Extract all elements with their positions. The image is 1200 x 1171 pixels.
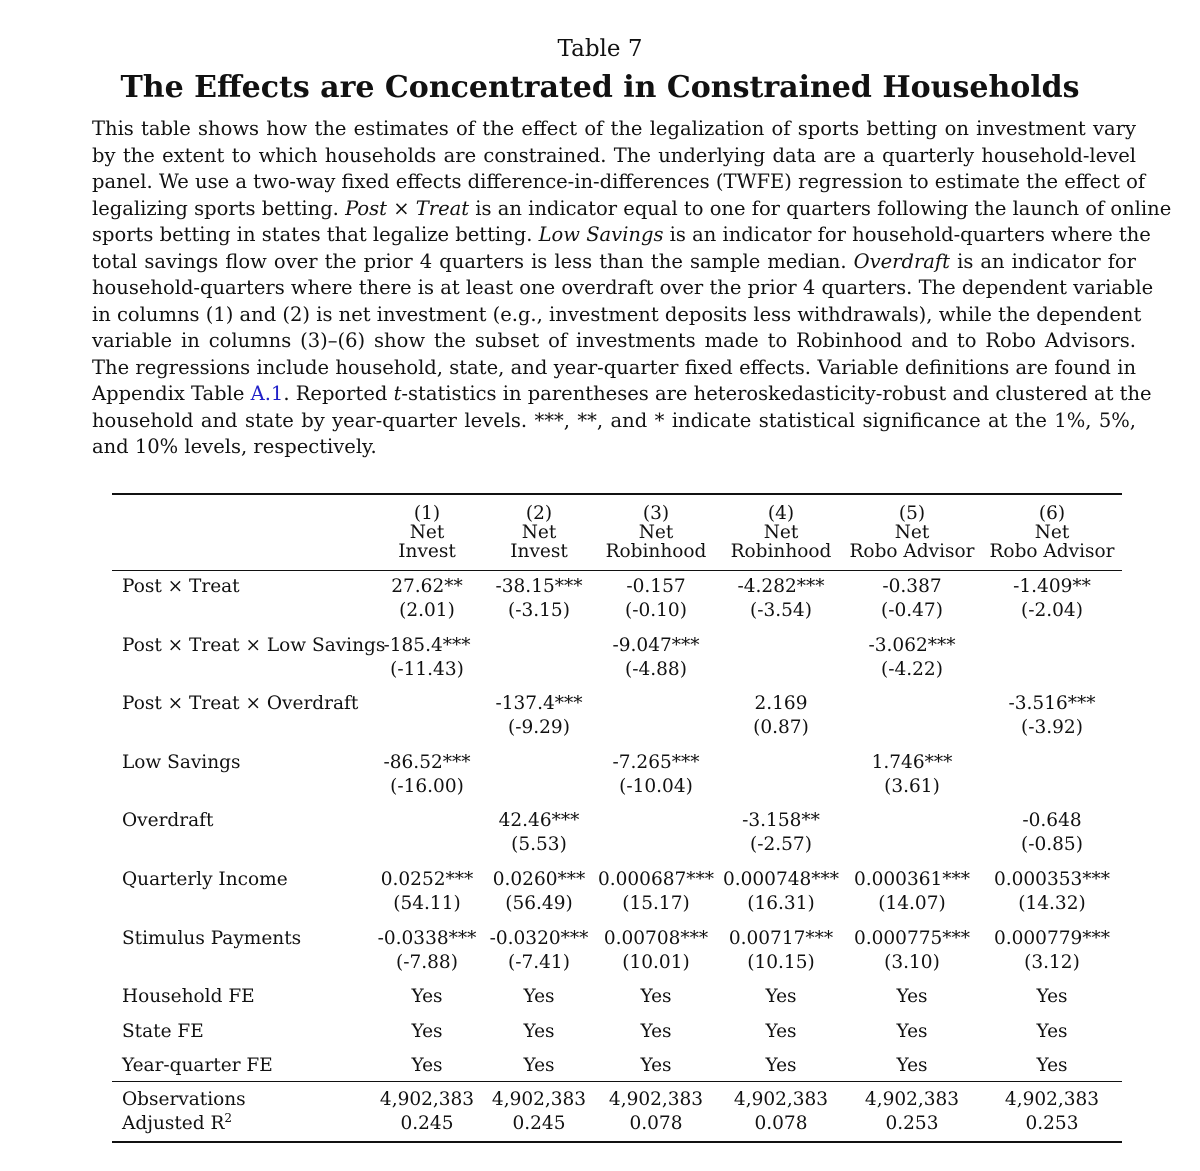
coefficient: -185.4*** [383,634,471,656]
stat-row-label [122,1089,246,1111]
fe-indicator: Yes [765,986,797,1007]
caption-italic: t [393,382,402,405]
t-statistic: (-4.22) [881,658,943,680]
column-header-line1: Net [1034,522,1070,543]
t-statistic: (3.10) [884,951,940,973]
caption-line: legalizing sports betting. Post × Treat is an indicator equal to one for quarters following the launch of online [92,196,1172,220]
coefficient: 0.00717*** [728,927,834,949]
fe-indicator: Yes [411,986,443,1007]
caption-line: household and state by year-quarter levels. ***, **, and * indicate statistical significance at the 1%, 5%, [92,408,1136,432]
column-number: (1) [413,503,441,524]
caption-line: Appendix Table A.1. Reported t-statistics in parentheses are heteroskedasticity-robust and clustered at the [92,382,1152,405]
fe-indicator: Yes [896,986,928,1007]
column-number: (2) [525,503,553,524]
coefficient: -3.158** [742,810,820,832]
t-statistic: (15.17) [622,893,690,914]
caption-line: This table shows how the estimates of the effect of the legalization of sports betting on investment vary [92,117,1136,140]
coefficient: -38.15*** [495,576,583,597]
fe-row-label [122,1055,273,1077]
t-statistic: (0.87) [753,717,809,739]
t-statistic: (14.07) [878,893,946,914]
fe-indicator: Yes [640,1055,672,1076]
appendix-table-link[interactable]: A.1 [250,382,284,405]
coefficient: 0.00708*** [603,927,709,949]
t-statistic: (-3.92) [1021,717,1083,739]
fe-indicator: Yes [1036,1055,1068,1076]
top-rule [112,493,1122,495]
t-statistic: (10.15) [747,951,815,973]
stat-row-label [122,1110,233,1135]
fe-row-label [122,986,255,1008]
fe-indicator: Yes [1036,986,1068,1007]
t-statistic: (-4.88) [625,658,687,680]
stat-value: 4,902,383 [491,1089,587,1110]
t-statistic: (-3.15) [508,600,570,621]
caption-line: panel. We use a two-way fixed effects difference-in-differences (TWFE) regression to estimate the effect of [92,170,1146,193]
fe-indicator: Yes [523,986,555,1007]
coefficient: 0.000687*** [597,869,715,890]
caption-italic: Overdraft [853,249,950,273]
coefficient: -137.4*** [495,693,583,715]
coefficient: -3.516*** [1008,693,1096,715]
row-label [122,693,358,715]
row-label-text: Post × Treat × Low Savings [122,634,386,656]
column-header-line1: Net [409,522,445,543]
row-label-text: Low Savings [122,751,241,773]
column-header-line1: Net [521,522,557,543]
coefficient: -86.52*** [383,751,471,773]
caption-line: sports betting in states that legalize betting. Low Savings is an indicator for household-quarters where the [92,223,1151,246]
t-statistic: (3.61) [884,775,940,797]
column-number: (3) [642,503,670,524]
fe-indicator: Yes [640,986,672,1007]
coefficient: -0.648 [1022,810,1082,832]
row-label-text: Post × Treat [122,576,240,597]
t-statistic: (-9.29) [508,717,570,739]
column-header-line1: Net [894,522,930,543]
t-statistic: (16.31) [747,893,815,914]
t-statistic: (-3.54) [750,600,812,621]
stat-value: 4,902,383 [733,1089,829,1110]
coefficient: -4.282*** [737,576,825,597]
t-statistic: (-0.85) [1021,834,1083,856]
row-label [122,576,240,598]
t-statistic: (-2.04) [1021,600,1083,621]
t-statistic: (-7.41) [508,951,570,973]
caption-line: variable in columns (3)–(6) show the subset of investments made to Robinhood and to Robo Advisors. [92,329,1136,352]
caption-line: in columns (1) and (2) is net investment (e.g., investment deposits less withdrawals), while the dependent [92,302,1142,326]
t-statistic: (-11.43) [390,658,464,680]
stat-value: 0.078 [629,1113,683,1134]
coefficient: 0.000779*** [993,927,1111,949]
table-caption [92,116,1172,461]
fe-indicator: Yes [896,1055,928,1076]
fe-indicator: Yes [1036,1020,1068,1042]
t-statistic: (14.32) [1018,893,1086,914]
stat-value: 4,902,383 [379,1089,475,1110]
stat-value: 4,902,383 [608,1089,704,1110]
coefficient: -7.265*** [612,751,700,773]
row-label [122,810,213,832]
coefficient: 0.000353*** [993,869,1111,890]
column-number: (6) [1038,503,1066,524]
column-header-line2: Invest [398,541,456,562]
coefficient: -3.062*** [868,634,956,656]
coefficient: 2.169 [754,693,808,715]
row-label [122,752,240,774]
caption-line: total savings flow over the prior 4 quarters is less than the sample median. Overdraft is an indicator for [92,249,1136,273]
column-header-line2: Robo Advisor [849,541,975,562]
t-statistic: (-0.47) [881,600,943,621]
bottom-rule [112,1141,1122,1143]
fe-indicator: Yes [523,1020,555,1042]
t-statistic: (54.11) [393,893,461,914]
coefficient: 1.746*** [871,751,953,773]
column-number: (5) [898,503,926,524]
column-header-line1: Net [638,522,674,543]
stat-value: 4,902,383 [1004,1089,1100,1110]
fe-indicator: Yes [523,1055,555,1076]
fe-row-label [122,1021,204,1043]
column-header-line1: Net [763,522,799,543]
row-label-text: Observations [122,1089,246,1110]
stat-value: 0.245 [400,1113,454,1134]
fe-indicator: Yes [765,1020,797,1042]
stat-value: 0.253 [1025,1113,1079,1134]
column-header-line2: Robinhood [730,541,832,562]
caption-line: household-quarters where there is at least one overdraft over the prior 4 quarters. The dependent variable [92,276,1154,299]
t-statistic: (3.12) [1024,951,1080,973]
coefficient: -0.0338*** [377,927,477,949]
t-statistic: (-7.88) [396,951,458,973]
t-statistic: (56.49) [505,893,573,914]
coefficient: -0.157 [626,576,686,597]
fe-indicator: Yes [411,1020,443,1042]
coefficient: -0.0320*** [489,927,589,949]
coefficient: -1.409** [1013,576,1091,597]
t-statistic: (-10.04) [619,775,693,797]
coefficient: 0.000748*** [722,869,840,890]
coefficient: 0.0260*** [492,869,586,890]
caption-line: and 10% levels, respectively. [92,435,377,458]
coefficient: 0.000775*** [853,927,971,949]
row-label-text: Overdraft [122,810,214,832]
row-label [122,928,301,950]
coefficient: 27.62** [391,576,463,597]
t-statistic: (2.01) [399,600,455,621]
coefficient: -9.047*** [612,634,700,656]
row-label-text: State FE [122,1020,204,1042]
row-label-text: Adjusted R [122,1113,225,1134]
row-label-text: Household FE [122,986,255,1007]
stat-value: 0.245 [512,1113,566,1134]
coefficient: 0.000361*** [853,869,971,890]
row-label-superscript: 2 [224,1110,233,1125]
row-label-text: Year-quarter FE [122,1055,273,1076]
caption-italic: Post [345,196,387,220]
stat-value: 4,902,383 [864,1089,960,1110]
fe-indicator: Yes [411,1055,443,1076]
coefficient: 42.46*** [498,810,580,832]
column-header-line2: Robo Advisor [989,541,1115,562]
table-title: The Effects are Concentrated in Constrained Households [120,70,1080,105]
stat-value: 0.078 [754,1113,808,1134]
caption-italic: Treat [415,196,470,220]
row-label-text: Quarterly Income [122,869,288,890]
coefficient: 0.0252*** [380,869,474,890]
fe-indicator: Yes [640,1020,672,1042]
t-statistic: (-0.10) [625,600,687,621]
column-number: (4) [767,503,795,524]
coefficient: -0.387 [882,576,942,597]
t-statistic: (5.53) [511,834,567,856]
stat-value: 0.253 [885,1113,939,1134]
t-statistic: (-2.57) [750,834,812,856]
stats-rule [112,1081,1122,1082]
t-statistic: (-16.00) [390,775,464,797]
row-label-text: Post × Treat × Overdraft [122,693,359,715]
row-label-text: Stimulus Payments [122,927,302,949]
table-number: Table 7 [557,36,643,62]
caption-line: by the extent to which households are constrained. The underlying data are a quarterly household-level [92,143,1136,167]
fe-indicator: Yes [765,1055,797,1076]
row-label [122,869,288,891]
column-header-line2: Robinhood [605,541,707,562]
fe-indicator: Yes [896,1020,928,1042]
column-header-line2: Invest [510,541,568,562]
header-rule [112,570,1122,571]
caption-line: The regressions include household, state, and year-quarter fixed effects. Variable definitions are found in [92,355,1136,379]
row-label [122,635,385,657]
caption-italic: Low Savings [538,223,664,246]
t-statistic: (10.01) [622,951,690,973]
